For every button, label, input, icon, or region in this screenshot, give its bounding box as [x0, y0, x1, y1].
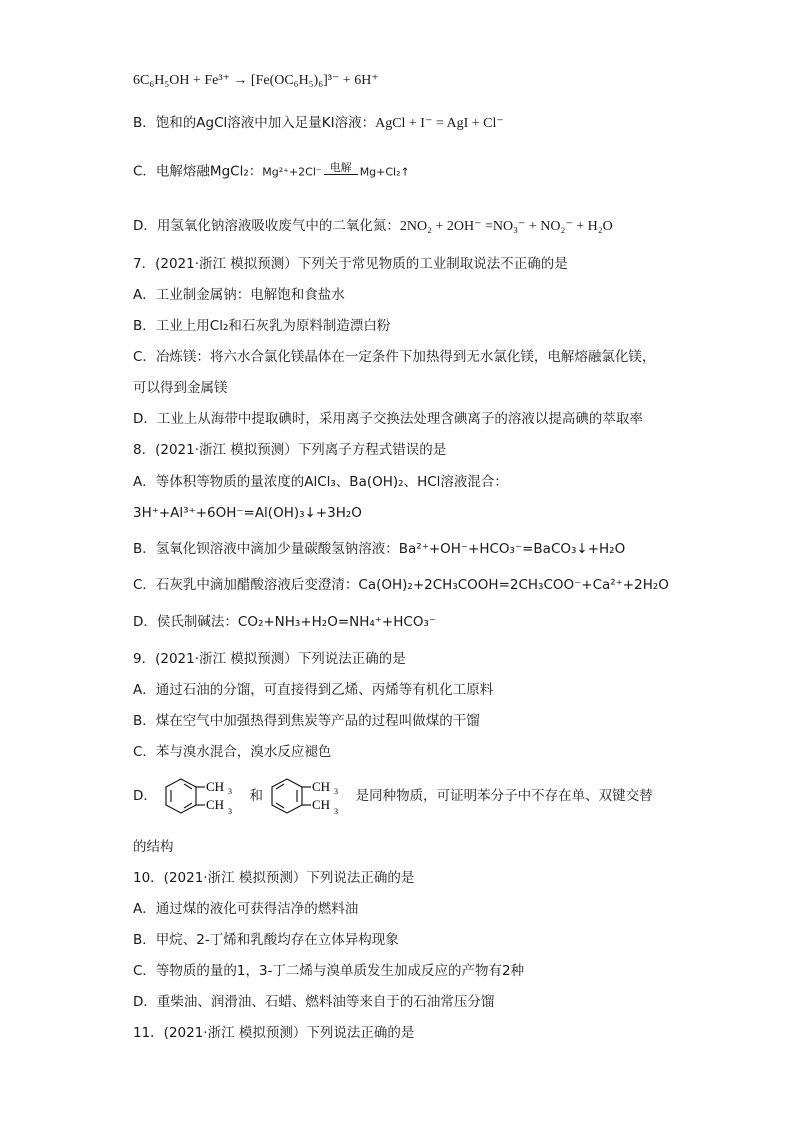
q6-option-c-eq-left: Mg²⁺+2Cl⁻ [262, 165, 322, 179]
q9-option-d-rest: 是同种物质，可证明苯分子中不存在单、双键交替 [355, 788, 653, 804]
q8-option-b: B．氢氧化钡溶液中滴加少量碳酸氢钠溶液：Ba²⁺+OH⁻+HCO₃⁻=BaCO₃↓+H₂O [133, 541, 626, 557]
q9-option-c: C．苯与溴水混合，溴水反应褪色 [133, 744, 332, 760]
electrolysis-condition: 电解 [324, 162, 358, 175]
q7-option-b: B．工业上用Cl₂和石灰乳为原料制造漂白粉 [133, 318, 391, 334]
q7-option-d: D．工业上从海带中提取碘时，采用离子交换法处理含碘离子的溶液以提高碘的萃取率 [133, 411, 643, 427]
q10-option-c: C．等物质的量的1，3-丁二烯与溴单质发生加成反应的产物有2种 [133, 963, 525, 979]
methyl-label: CH [206, 797, 225, 812]
electrolysis-arrow [324, 162, 358, 181]
methyl-label: CH [312, 797, 331, 812]
q9-stem: 9．(2021·浙江 模拟预测）下列说法正确的是 [133, 651, 406, 667]
ortho-xylene-structure-2 [267, 776, 351, 816]
q7-stem: 7．(2021·浙江 模拟预测）下列关于常见物质的工业制取说法不正确的是 [133, 256, 568, 272]
methyl-subscript: 3 [334, 807, 339, 816]
q9-option-d-and: 和 [249, 788, 263, 804]
methyl-subscript: 3 [228, 787, 233, 796]
q6-option-d-equation: 2NO₂ + 2OH⁻ =NO₃⁻ + NO₂⁻ + H₂O [399, 219, 613, 234]
q6-option-c-text: C．电解熔融MgCl₂： [133, 163, 263, 180]
q8-option-a-line2: 3H⁺+Al³⁺+6OH⁻=Al(OH)₃↓+3H₂O [133, 505, 362, 521]
q8-stem: 8．(2021·浙江 模拟预测）下列离子方程式错误的是 [133, 442, 447, 458]
q6-option-c-eq-right: Mg+Cl₂↑ [359, 165, 410, 179]
q6-option-d-text: D．用氢氧化钠溶液吸收废气中的二氧化氮： [133, 218, 400, 234]
q9-option-d [133, 776, 653, 816]
q10-stem: 10．(2021·浙江 模拟预测）下列说法正确的是 [133, 870, 415, 886]
q6-option-a-equation: 6C₆H₅OH + Fe³⁺ → [Fe(OC₆H₅)₆]³⁻ + 6H⁺ [133, 73, 379, 88]
q8-option-c: C．石灰乳中滴加醋酸溶液后变澄清：Ca(OH)₂+2CH₃COOH=2CH₃COO⁻+Ca²⁺+2H₂O [133, 577, 669, 593]
q9-option-b: B．煤在空气中加强热得到焦炭等产品的过程叫做煤的干馏 [133, 713, 480, 729]
methyl-subscript: 3 [228, 807, 233, 816]
ortho-xylene-structure-1 [161, 776, 245, 816]
q7-option-a: A．工业制金属钠：电解饱和食盐水 [133, 287, 345, 303]
q10-option-d: D．重柴油、润滑油、石蜡、燃料油等来自于的石油常压分馏 [133, 994, 495, 1010]
q6-option-b-text: B．饱和的AgCl溶液中加入足量KI溶液： [133, 115, 376, 131]
methyl-label: CH [206, 779, 225, 794]
q9-option-a: A．通过石油的分馏，可直接得到乙烯、丙烯等有机化工原料 [133, 682, 494, 698]
methyl-subscript: 3 [334, 787, 339, 796]
q8-option-a-line1: A．等体积等物质的量浓度的AlCl₃、Ba(OH)₂、HCl溶液混合： [133, 474, 508, 490]
q11-stem: 11．(2021·浙江 模拟预测）下列说法正确的是 [133, 1025, 415, 1041]
q10-option-a: A．通过煤的液化可获得洁净的燃料油 [133, 901, 359, 917]
q9-option-d-label: D． [133, 788, 157, 804]
q7-option-c-line2: 可以得到金属镁 [133, 380, 228, 396]
q6-option-b-equation: AgCl + I⁻ = AgI + Cl⁻ [375, 116, 504, 131]
q6-option-c [133, 162, 410, 182]
methyl-label: CH [312, 779, 331, 794]
q10-option-b: B．甲烷、2-丁烯和乳酸均存在立体异构现象 [133, 932, 399, 948]
q6-option-d [133, 217, 613, 236]
q7-option-c-line1: C．冶炼镁：将六水合氯化镁晶体在一定条件下加热得到无水氯化镁，电解熔融氯化镁， [133, 349, 656, 365]
q9-option-d-continued: 的结构 [133, 839, 174, 855]
q6-option-b [133, 114, 504, 133]
q8-option-d: D．侯氏制碱法：CO₂+NH₃+H₂O=NH₄⁺+HCO₃⁻ [133, 614, 436, 630]
